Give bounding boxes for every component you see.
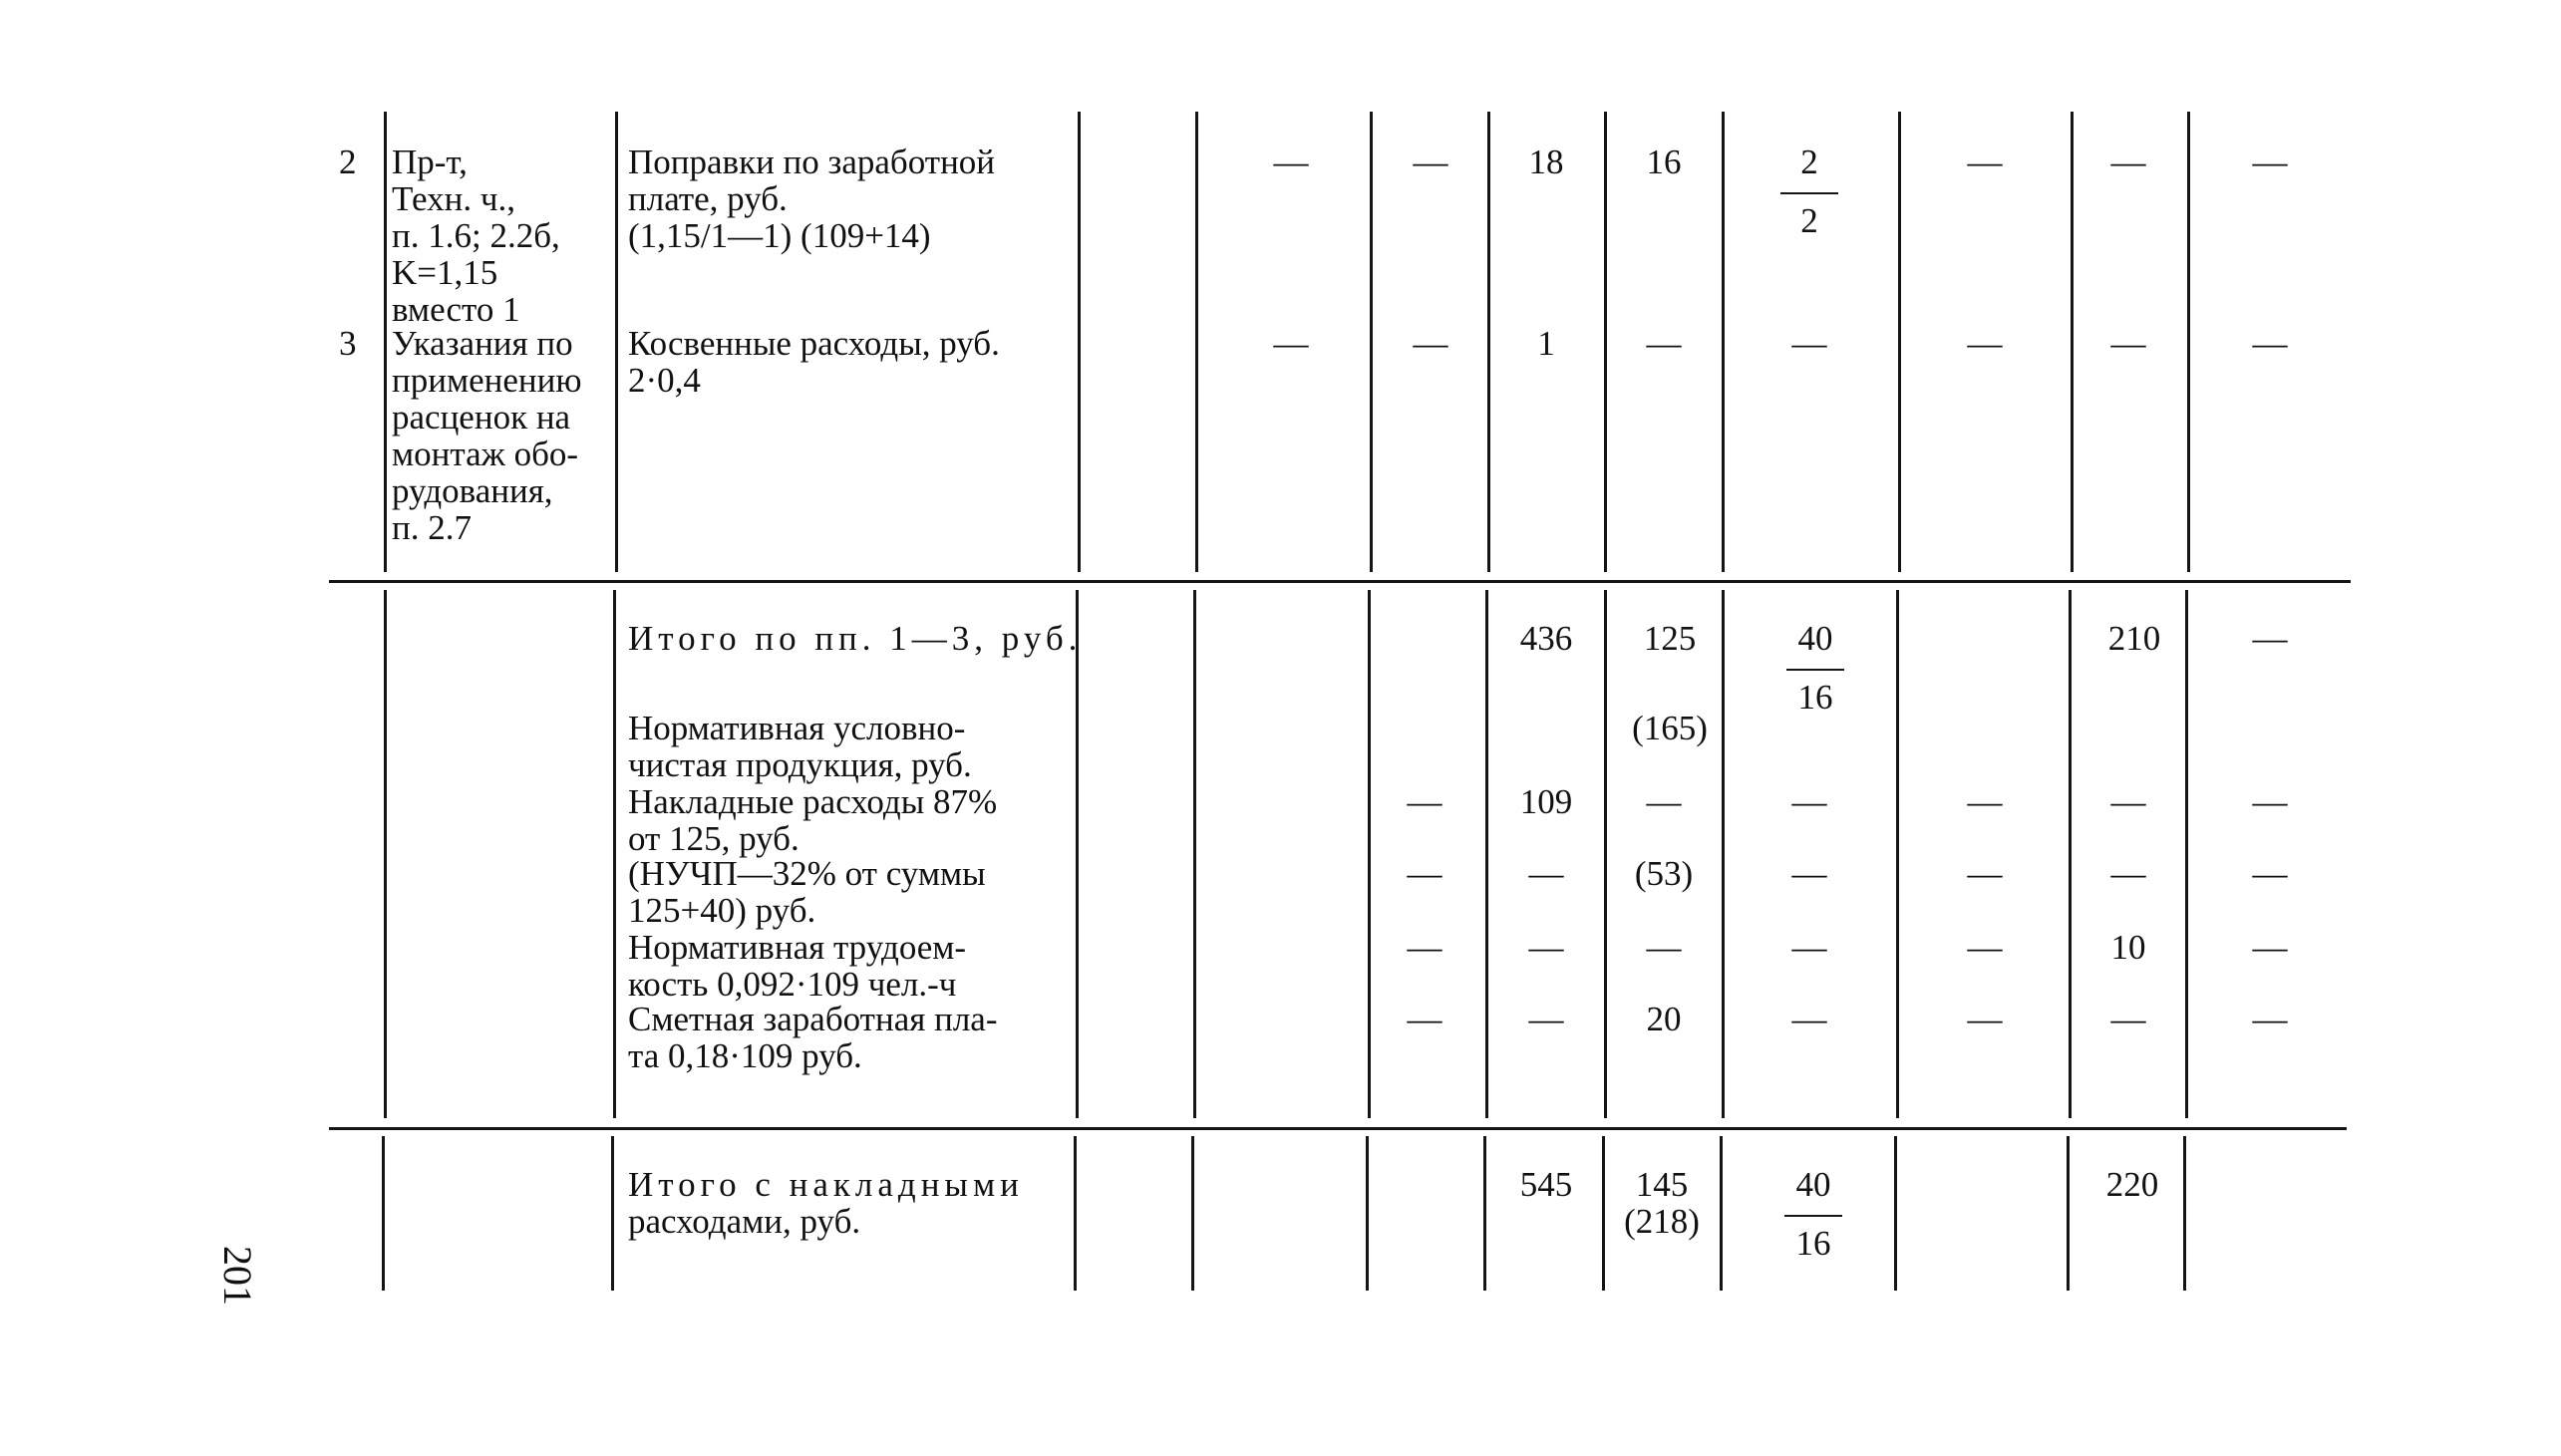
- table-rule: [1195, 112, 1198, 572]
- cell-value: —: [1791, 854, 1827, 893]
- section-divider: [329, 1127, 2347, 1130]
- cell-value: —: [2252, 928, 2288, 967]
- cell-value: —: [1646, 928, 1682, 967]
- cell-value: —: [2252, 782, 2288, 821]
- table-rule: [1366, 1136, 1369, 1291]
- fraction-cell: 40 16: [1759, 1166, 1868, 1262]
- table-rule: [2187, 112, 2190, 572]
- labor-label: Нормативная трудоем- кость 0,092·109 чел.-ч: [628, 928, 967, 1004]
- table-rule: [384, 112, 387, 572]
- fraction-cell: 2 2: [1755, 144, 1864, 239]
- cell-value: —: [1791, 1000, 1827, 1038]
- cell-value: —: [1273, 143, 1309, 181]
- cell-value: —: [1791, 324, 1827, 363]
- table-rule: [611, 1136, 614, 1291]
- table-rule: [1896, 590, 1899, 1118]
- table-rule: [1604, 590, 1607, 1118]
- section-divider: [329, 580, 2351, 583]
- cell-value: —: [1967, 928, 2003, 967]
- cell-value: 10: [2110, 928, 2146, 967]
- table-rule: [2069, 590, 2072, 1118]
- cell-value: —: [2252, 143, 2288, 181]
- table-rule: [1720, 1136, 1723, 1291]
- cell-value: —: [2110, 324, 2146, 363]
- cell-value: —: [1528, 928, 1564, 967]
- table-rule: [1483, 1136, 1486, 1291]
- nuchp32-label: (НУЧП—32% от суммы 125+40) руб.: [628, 854, 986, 930]
- cell-value: —: [1967, 782, 2003, 821]
- cell-value: —: [1407, 1000, 1442, 1038]
- row-number: 2: [339, 143, 357, 181]
- cell-value: 109: [1519, 782, 1573, 821]
- table-rule: [1368, 590, 1371, 1118]
- description-cell: Косвенные расходы, руб. 2·0,4: [628, 324, 1000, 400]
- source-cell: Указания по применению расценок на монтаж обо- рудования, п. 2.7: [392, 324, 582, 547]
- cell-value: 210: [2107, 619, 2161, 658]
- cell-value: —: [1646, 324, 1682, 363]
- cell-value: 436: [1519, 619, 1573, 658]
- cell-value: —: [2252, 619, 2288, 658]
- total-label: Итого по пп. 1—3, руб.: [628, 619, 1083, 658]
- source-cell: Пр-т, Техн. ч., п. 1.6; 2.2б, K=1,15 вместо 1: [392, 143, 560, 329]
- cell-value: —: [1273, 324, 1309, 363]
- row-number: 3: [339, 324, 357, 363]
- cell-value: (53): [1634, 854, 1694, 893]
- table-rule: [613, 590, 616, 1118]
- cell-value: —: [1791, 928, 1827, 967]
- cell-value: —: [2252, 854, 2288, 893]
- cell-value: —: [1407, 928, 1442, 967]
- table-rule: [1078, 112, 1081, 572]
- table-rule: [1722, 590, 1725, 1118]
- cell-value: —: [1407, 854, 1442, 893]
- fraction-cell: 40 16: [1761, 620, 1870, 716]
- table-rule: [1191, 1136, 1194, 1291]
- cell-value: —: [2110, 854, 2146, 893]
- cell-value: —: [1528, 854, 1564, 893]
- overhead-label: Накладные расходы 87% от 125, руб.: [628, 782, 998, 858]
- table-rule: [1074, 1136, 1077, 1291]
- description-cell: Поправки по заработной плате, руб. (1,15/1—1) (109+14): [628, 143, 996, 255]
- cell-value: 545: [1519, 1165, 1573, 1204]
- cell-value: —: [1791, 782, 1827, 821]
- table-rule: [1604, 112, 1607, 572]
- cell-value: —: [1407, 782, 1442, 821]
- cell-value: —: [1967, 324, 2003, 363]
- table-rule: [1193, 590, 1196, 1118]
- table-rule: [2183, 1136, 2186, 1291]
- cell-value: 16: [1646, 143, 1682, 181]
- table-rule: [1370, 112, 1373, 572]
- cell-value: 220: [2105, 1165, 2159, 1204]
- cell-value: —: [1967, 854, 2003, 893]
- table-rule: [2185, 590, 2188, 1118]
- cell-value: 1: [1537, 324, 1555, 363]
- cell-value: 18: [1528, 143, 1564, 181]
- table-rule: [1485, 590, 1488, 1118]
- page-number: 201: [215, 1246, 260, 1306]
- table-rule: [615, 112, 618, 572]
- cell-value: —: [1967, 1000, 2003, 1038]
- cell-value: —: [2110, 782, 2146, 821]
- cell-value: (165): [1632, 709, 1708, 747]
- cell-value: 20: [1646, 1000, 1682, 1038]
- cell-value: —: [1528, 1000, 1564, 1038]
- table-rule: [1894, 1136, 1897, 1291]
- cell-value: —: [1646, 782, 1682, 821]
- cell-value: —: [1413, 324, 1448, 363]
- cell-value: 145 (218): [1624, 1165, 1700, 1241]
- table-rule: [1487, 112, 1490, 572]
- table-rule: [1076, 590, 1079, 1118]
- wage-label: Сметная заработная пла- та 0,18·109 руб.: [628, 1000, 998, 1075]
- table-rule: [1602, 1136, 1605, 1291]
- nuchp-label: Нормативная условно- чистая продукция, руб.: [628, 709, 972, 784]
- table-rule: [1722, 112, 1725, 572]
- cell-value: —: [2110, 143, 2146, 181]
- cell-value: —: [2252, 324, 2288, 363]
- cell-value: —: [2252, 1000, 2288, 1038]
- table-rule: [2067, 1136, 2070, 1291]
- table-rule: [1898, 112, 1901, 572]
- cell-value: 125: [1643, 619, 1697, 658]
- cell-value: —: [1413, 143, 1448, 181]
- table-rule: [382, 1136, 385, 1291]
- cell-value: —: [1967, 143, 2003, 181]
- cell-value: —: [2110, 1000, 2146, 1038]
- final-label: Итого с накладными расходами, руб.: [628, 1165, 1024, 1241]
- table-rule: [384, 590, 387, 1118]
